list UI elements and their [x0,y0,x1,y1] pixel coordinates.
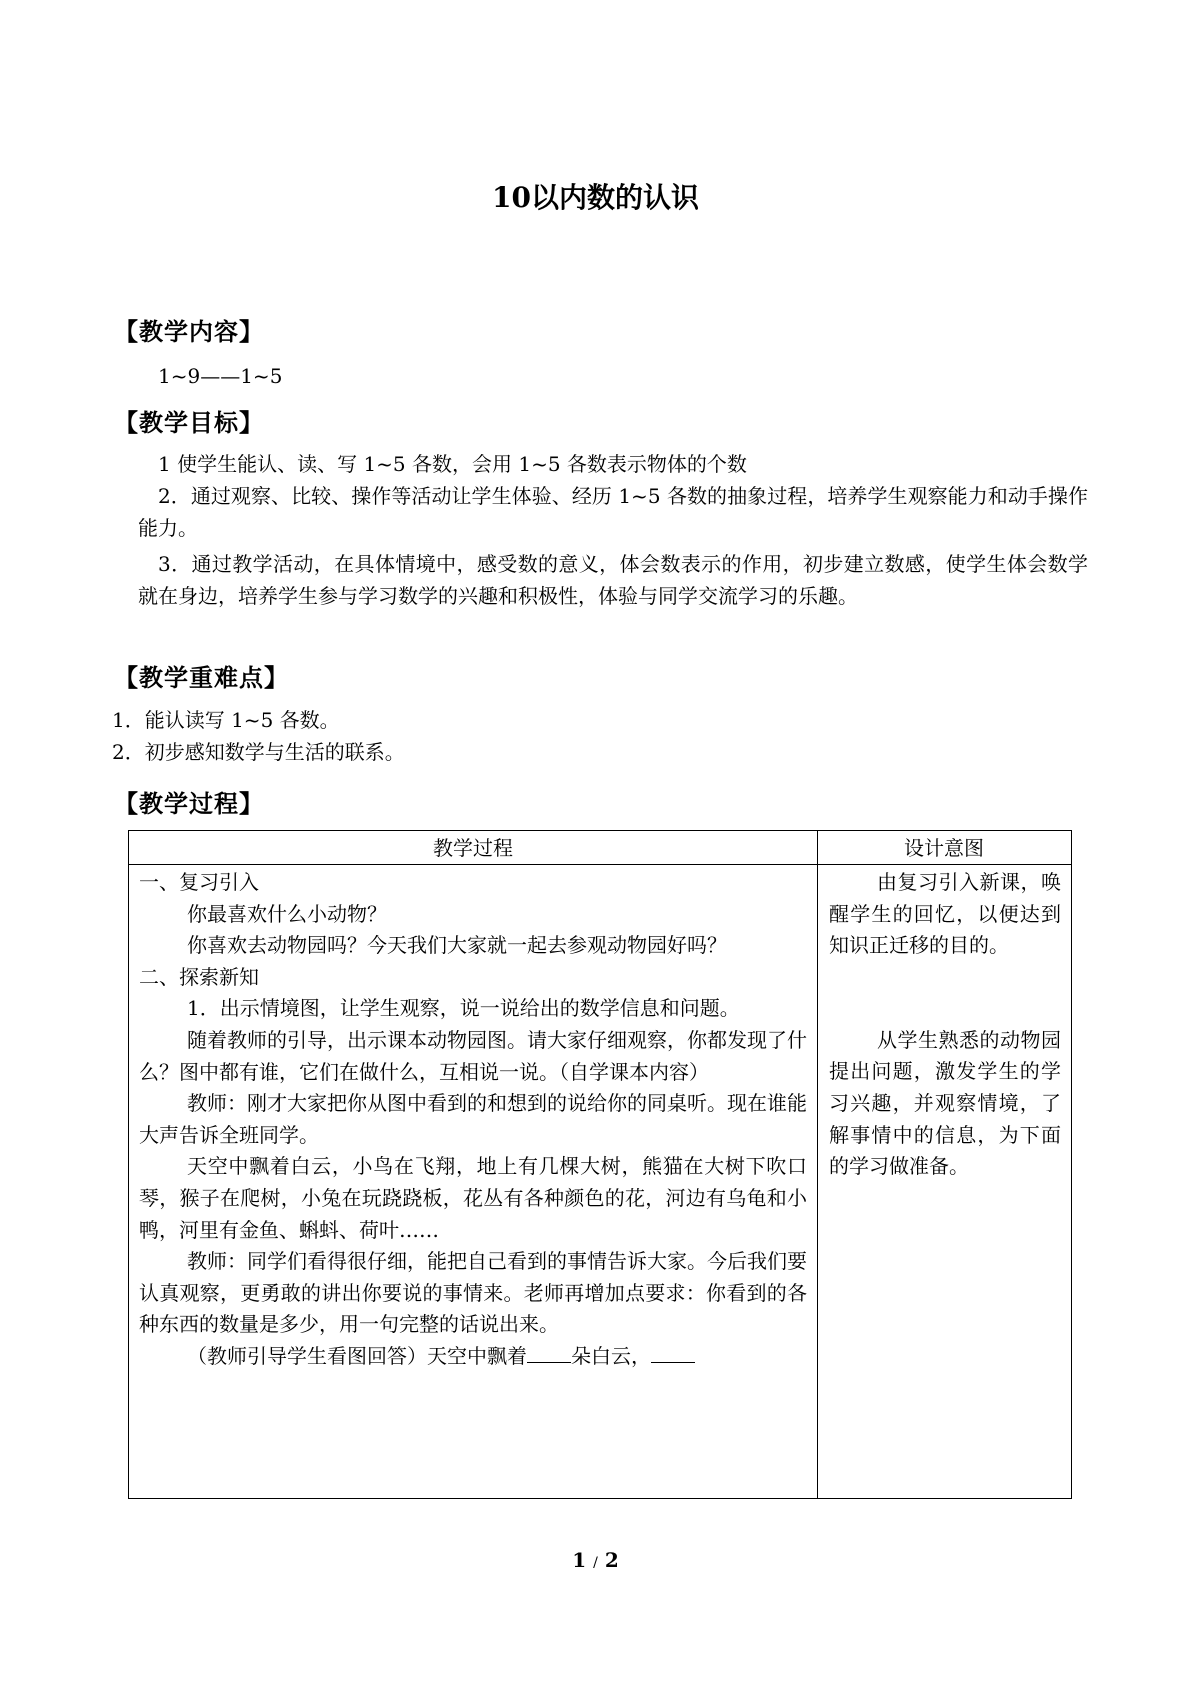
section-heading-content: 【教学内容】 [114,318,264,346]
fill-in-suffix: 朵白云， [571,1343,651,1368]
section-heading-key-points: 【教学重难点】 [114,664,289,692]
fill-in-prefix: （教师引导学生看图回答）天空中飘着 [187,1343,527,1368]
section-heading-process: 【教学过程】 [114,790,264,818]
key-point-1: 1．能认读写 1~5 各数。 [112,708,340,732]
process-paragraph: 教师：同学们看得很仔细，能把自己看到的事情告诉大家。今后我们要认真观察，更勇敢的讲出你要说的事情来。老师再增加点要求：你看到的各种东西的数量是多少，用一句完整的话说出来。 [139,1249,807,1337]
process-column [139,867,807,1373]
table-header-row [129,831,1071,865]
key-point-2: 2．初步感知数学与生活的联系。 [112,740,405,764]
process-paragraph: 你最喜欢什么小动物？ [187,901,387,926]
content-text: 1~9——1~5 [158,364,283,388]
document-title: 10以内数的认识 [492,181,699,214]
answer-blank [651,1344,695,1363]
total-pages: 2 [604,1548,619,1572]
process-table [128,830,1072,1499]
section-heading-goals: 【教学目标】 [114,409,264,437]
process-paragraph: 一、复习引入 [139,870,259,894]
table-header-process: 教学过程 [433,836,513,860]
process-paragraph: 随着教师的引导，出示课本动物园图。请大家仔细观察，你都发现了什么？图中都有谁，它们在做什么，互相说一说。（自学课本内容） [139,1027,807,1084]
table-header-intent: 设计意图 [904,836,984,860]
answer-blank [527,1344,571,1363]
intent-paragraph: 由复习引入新课，唤醒学生的回忆，以便达到知识正迁移的目的。 [829,870,1061,958]
process-paragraph: 天空中飘着白云，小鸟在飞翔，地上有几棵大树，熊猫在大树下吹口琴，猴子在爬树，小兔在玩跷跷板，花丛有各种颜色的花，河边有乌龟和小鸭，河里有金鱼、蝌蚪、荷叶…… [139,1154,807,1242]
process-paragraph: 1．出示情境图，让学生观察，说一说给出的数学信息和问题。 [187,996,740,1021]
page-number [0,1548,1191,1572]
intent-spacer [829,962,1061,1025]
table-column-divider [817,831,818,1498]
intent-paragraph: 从学生熟悉的动物园提出问题，激发学生的学习兴趣，并观察情境，了解事情中的信息，为下面的学习做准备。 [829,1027,1061,1179]
intent-column [829,867,1061,1183]
process-paragraph-fill-in [139,1341,807,1373]
process-paragraph: 你喜欢去动物园吗？今天我们大家就一起去参观动物园好吗？ [187,933,727,958]
goal-item-1: 1 使学生能认、读、写 1~5 各数，会用 1~5 各数表示物体的个数 [158,452,747,476]
current-page: 1 [572,1548,587,1572]
page-separator: / [593,1555,598,1571]
process-paragraph: 教师：刚才大家把你从图中看到的和想到的说给你的同桌听。现在谁能大声告诉全班同学。 [139,1091,807,1147]
process-paragraph: 二、探索新知 [139,964,259,989]
goal-item-3: 3．通过教学活动，在具体情境中，感受数的意义，体会数表示的作用，初步建立数感，使学生体会数学就在身边，培养学生参与学习数学的兴趣和积极性，体验与同学交流学习的乐趣。 [138,552,1088,608]
goal-item-2: 2．通过观察、比较、操作等活动让学生体验、经历 1~5 各数的抽象过程，培养学生观察能力和动手操作能力。 [138,484,1088,540]
